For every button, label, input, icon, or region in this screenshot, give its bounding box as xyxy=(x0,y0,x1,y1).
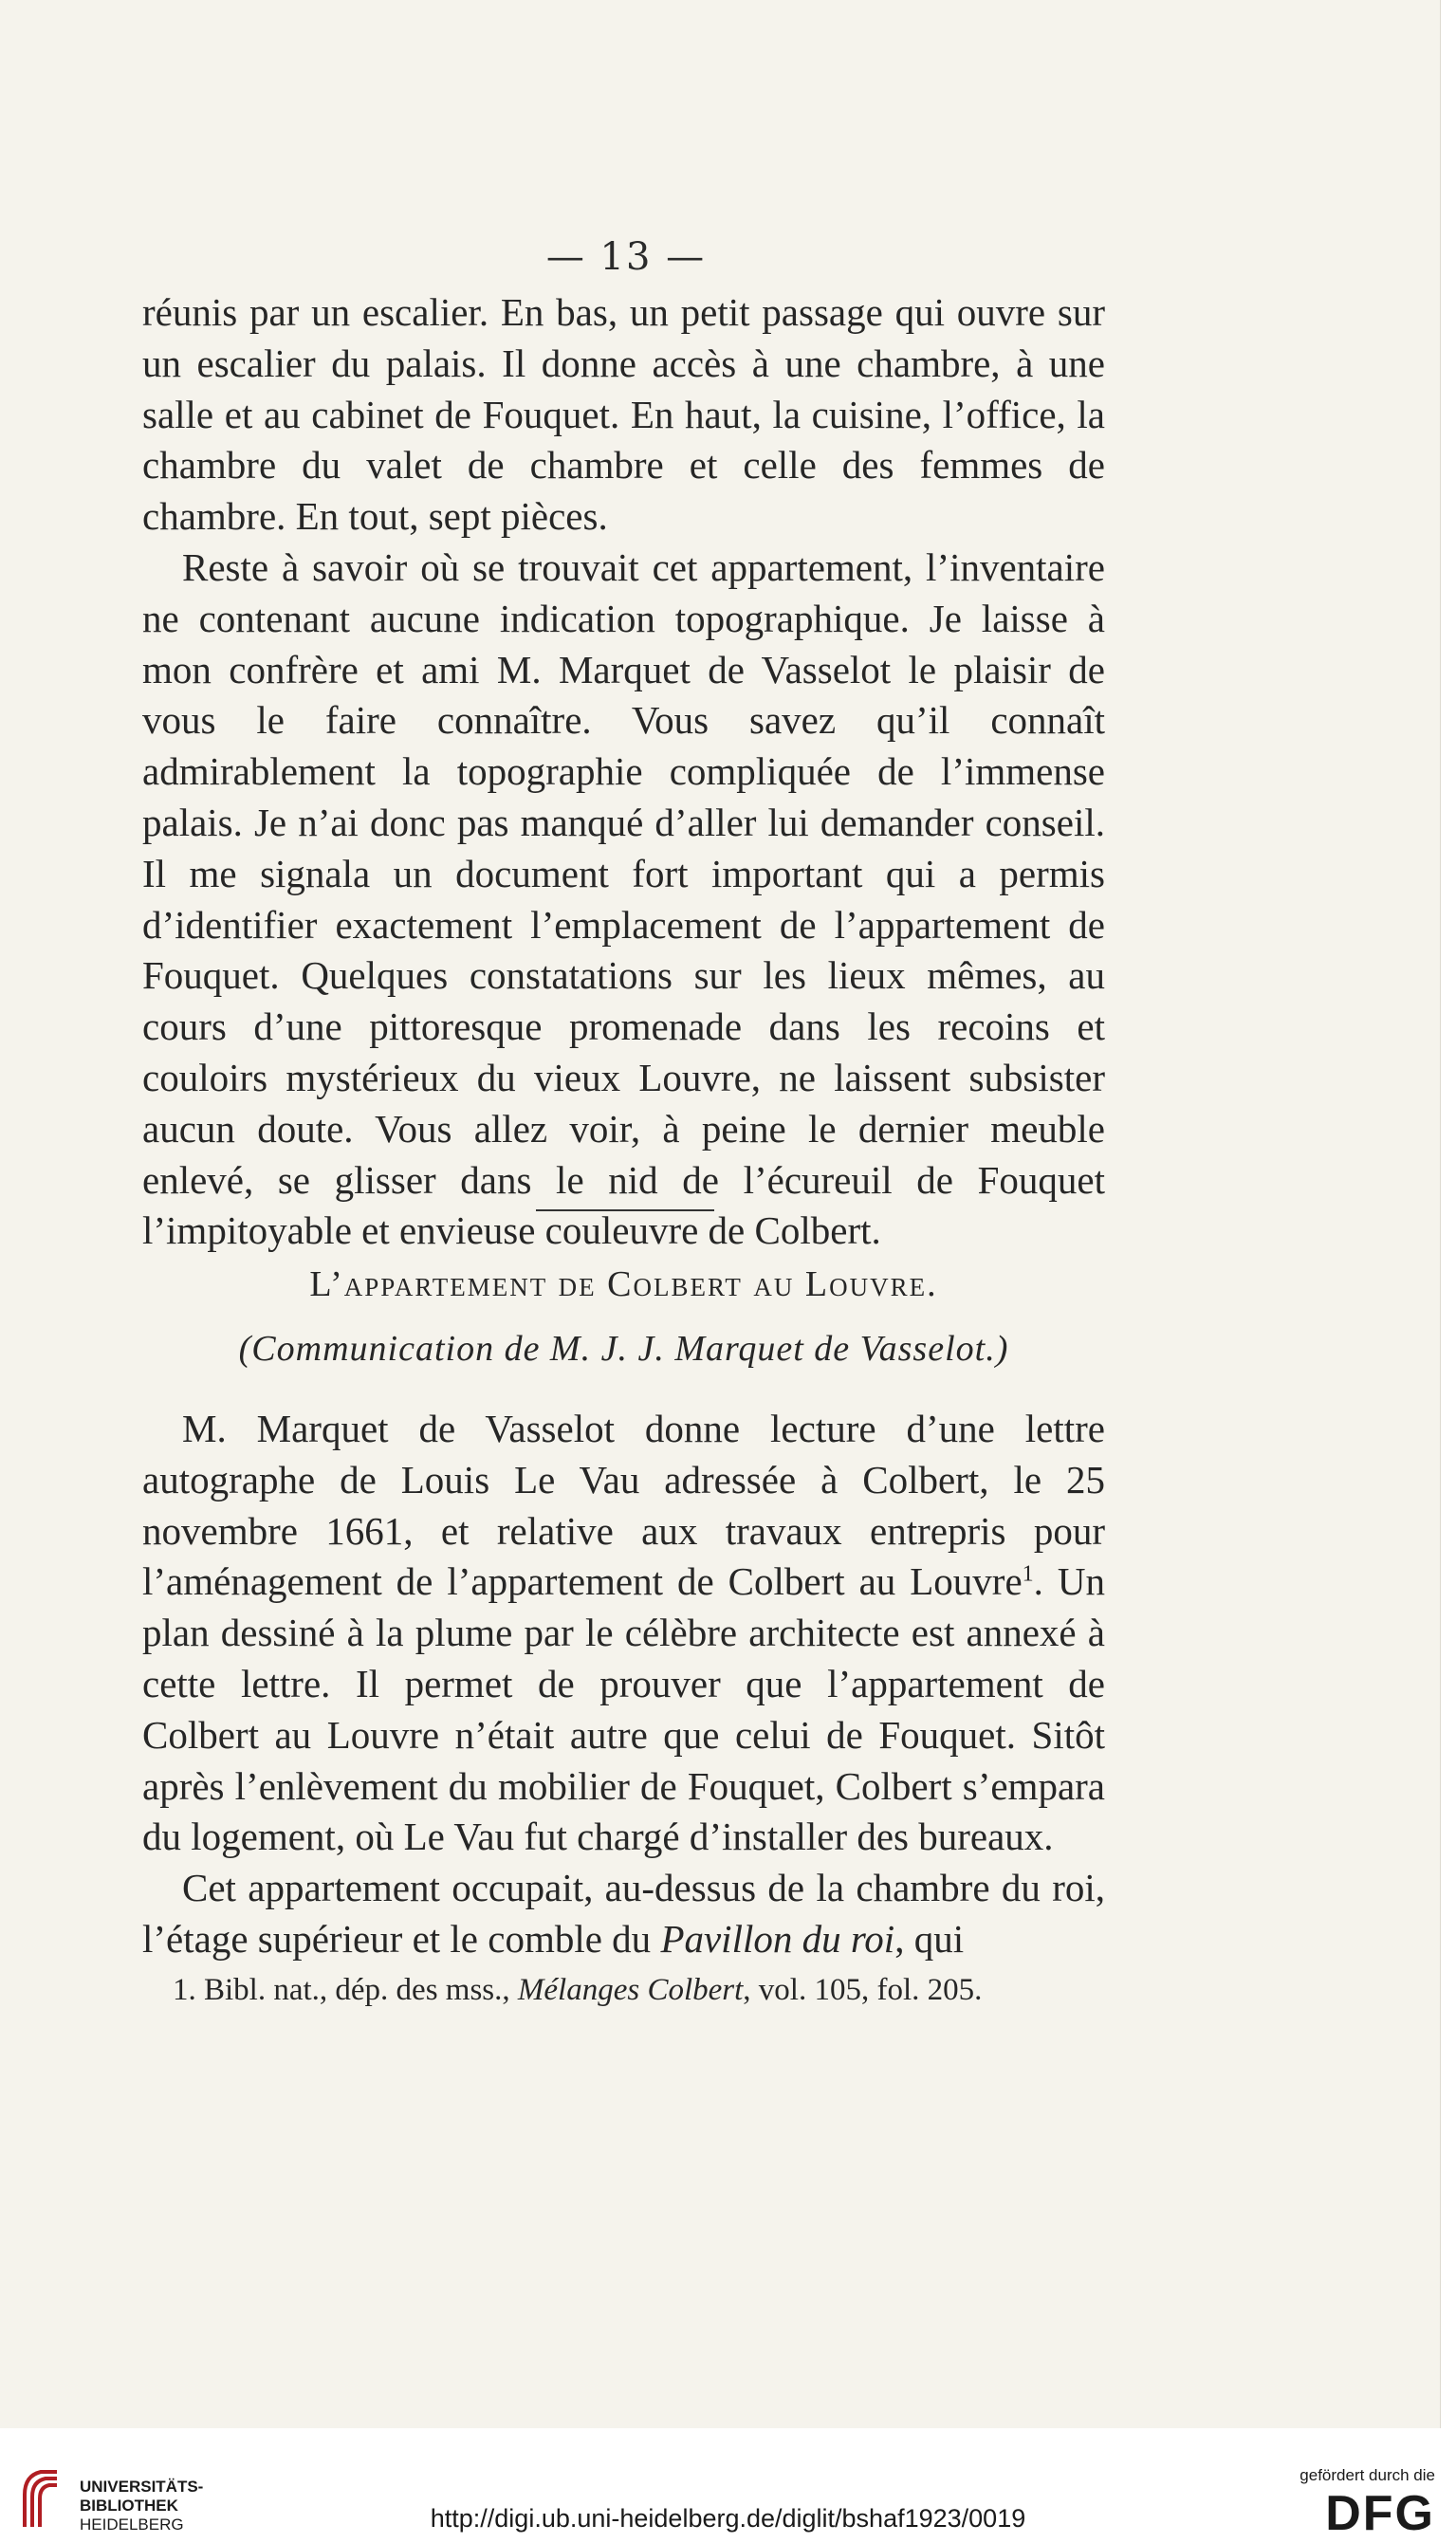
dfg-logo: DFG xyxy=(1325,2486,1435,2541)
paragraph-4-text-a: Cet appartement occupait, au-dessus de la chambre du roi, l’étage supérieur et le comble du xyxy=(142,1866,1105,1961)
paragraph-4 xyxy=(142,1863,1105,1965)
paragraph-1: réunis par un escalier. En bas, un petit passage qui ouvre sur un escalier du palais. Il donne accès à une chambre, à une salle et au cabinet de Fouquet. En haut, la cuisine, l’office, la chambre du valet de chambre et celle des femmes de chambre. En tout, sept pièces. xyxy=(142,290,1105,539)
footnote-prefix: 1. Bibl. nat., dép. des mss., xyxy=(173,1973,518,2007)
paragraph-3-text-b: . Un plan dessiné à la plume par le célèbre architecte est annexé à cette lettre. Il permet de prouver que l’appartement de Colbert au Louvre n’était autre que celui de Fouquet. Sitôt après l’enlèvement du mobilier de Fouquet, Colbert s’empara du logement, où Le Vau fut chargé d’installer des bureaux. xyxy=(142,1559,1106,1859)
permalink-url[interactable]: http://digi.ub.uni-heidelberg.de/diglit/bshaf1923/0019 xyxy=(430,2504,1026,2533)
paragraph-2: Reste à savoir où se trouvait cet appartement, l’inventaire ne contenant aucune indication topographique. Je laisse à mon confrère et ami M. Marquet de Vasselot le plaisir de vous le faire connaître. Vous savez qu’il connaît admirablement la topographie compliquée de l’immense palais. Je n’ai donc pas manqué d’aller lui demander conseil. Il me signala un document fort important qui a permis d’identifier exactement l’emplacement de l’appartement de Fouquet. Quelques constatations sur les lieux mêmes, au cours d’une pittoresque promenade dans les recoins et couloirs mystérieux du vieux Louvre, ne laissent subsister aucun doute. Vous allez voir, à peine le dernier meuble enlevé, se glisser dans le nid de l’écureuil de Fouquet l’impitoyable et envieuse couleuvre de Colbert. xyxy=(142,544,1105,1253)
body-text-bottom xyxy=(142,1404,1105,1965)
section-subheading: (Communication de M. J. J. Marquet de Vasselot.) xyxy=(238,1329,1009,1369)
footnote-marker: 1 xyxy=(1022,1561,1034,1587)
footnote-suffix: , vol. 105, fol. 205. xyxy=(743,1973,983,2007)
paragraph-3 xyxy=(142,1404,1105,1863)
section-divider xyxy=(536,1209,714,1211)
library-line-2: BIBLIOTHEK xyxy=(80,2497,178,2515)
body-text-top xyxy=(142,287,1105,1257)
library-line-1: UNIVERSITÄTS- xyxy=(80,2478,204,2496)
library-line-3: HEIDELBERG xyxy=(80,2515,184,2534)
footnote-italic: Mélanges Colbert xyxy=(517,1973,744,2007)
page-number: — 13 — xyxy=(545,235,707,279)
paragraph-4-text-b: , qui xyxy=(894,1916,965,1961)
paragraph-3-text-a: M. Marquet de Vasselot donne lecture d’une lettre autographe de Louis Le Vau adressée à Colbert, le 25 novembre 1661, et relative aux travaux entrepris pour l’aménagement de l’appartement de Colbert au Louvre xyxy=(142,1407,1105,1604)
footnote xyxy=(173,1973,1121,2008)
funded-by-label: gefördert durch die xyxy=(1299,2466,1435,2484)
paragraph-4-italic: Pavillon du roi xyxy=(660,1916,895,1961)
section-heading: L’appartement de Colbert au Louvre. xyxy=(309,1264,938,1304)
